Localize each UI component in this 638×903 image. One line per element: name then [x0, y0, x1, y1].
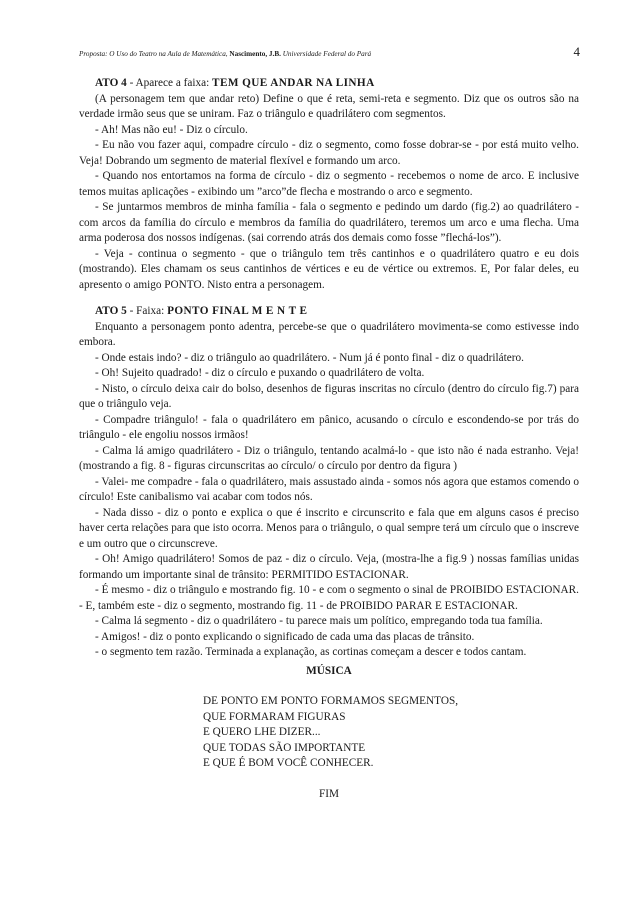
act-5-paragraph: - Onde estais indo? - diz o triângulo ao quadrilátero. - Num já é ponto final - diz o quadrilátero. [95, 351, 524, 364]
act-5-paragraph: - Oh! Amigo quadrilátero! Somos de paz - diz o círculo. Veja, (mostra-lhe a fig.9 ) nossas famílias unidas formando um importante sinal de trânsito: PERMITIDO ESTACIONAR. [79, 553, 579, 581]
act-5-paragraph: - Amigos! - diz o ponto explicando o significado de cada uma das placas de trânsito. [95, 630, 475, 643]
running-head-title: Proposta: O Uso do Teatro na Aula de Matemática, [79, 50, 228, 58]
page-header [79, 44, 580, 60]
song-line: QUE FORMARAM FIGURAS [203, 710, 346, 723]
act-5-paragraph: - Compadre triângulo! - fala o quadrilátero em pânico, acusando o círculo e escondendo-se por trás do triângulo - ele engoliu nossos irmãos! [79, 413, 579, 441]
act-5-label: ATO 5 [95, 305, 127, 317]
song-line: QUE TODAS SÃO IMPORTANTE [203, 741, 366, 754]
act-4-paragraph: - Ah! Mas não eu! - Diz o círculo. [95, 123, 248, 136]
music-title: MÚSICA [306, 664, 352, 677]
act-4-heading [79, 76, 579, 92]
act-5-paragraph: - Valei- me compadre - fala o quadrilátero, mais assustado ainda - somos nós agora que estamos comendo o círculo! Este canibalismo vai acabar com todos nós. [79, 475, 579, 503]
document-body [79, 76, 579, 802]
page-number: 4 [573, 44, 580, 59]
act-4-paragraph: (A personagem tem que andar reto) Define o que é reta, semi-reta e segmento. Diz que os outros são na verdade irmão seus que se uniram. Faz o triângulo e quadrilátero com segmentos. [79, 92, 579, 120]
song-line: DE PONTO EM PONTO FORMAMOS SEGMENTOS, [203, 695, 459, 707]
end-marker: FIM [318, 787, 339, 800]
act-4-intro: - Aparece a faixa: [126, 77, 213, 89]
act-5-intro: - Faixa: [126, 305, 168, 317]
song-line: E QUE É BOM VOCÊ CONHECER. [203, 757, 374, 769]
running-head-author: Nascimento, J.B. [229, 50, 281, 58]
act-4-paragraph: - Se juntarmos membros de minha família - fala o segmento e pedindo um dardo (fig.2) ao quadrilátero - com arcos da família do círculo e membros da família do quadrilátero, teremos um arco e uma flecha. Uma arma poderosa dos nossos indígenas. (sai correndo atrás dos demais como fosse ”flechá-los”). [79, 201, 579, 244]
act-5-paragraph: - Nisto, o círculo deixa cair do bolso, desenhos de figuras inscritas no círculo (dentro do círculo fig.7) para que o triângulo veja. [79, 382, 579, 410]
act-4-label: ATO 4 [95, 77, 127, 89]
act-5-paragraph: - o segmento tem razão. Terminada a explanação, as cortinas começam a descer e todos cantam. [95, 646, 527, 658]
act-4-paragraph: - Eu não vou fazer aqui, compadre círculo - diz o segmento, como fosse dobrar-se - por está muito velho. Veja! Dobrando um segmento de material flexível e formando um arco. [79, 139, 579, 167]
act-5-paragraph: - Nada disso - diz o ponto e explica o que é inscrito e circunscrito e fala que em alguns casos é preciso haver certa relações para que isto ocorra. Menos para o triângulo, o qual sempre terá um círculo que o inscreve e um outro que o circunscreve. [79, 506, 579, 550]
song-line: E QUERO LHE DIZER... [203, 726, 321, 738]
song-lyrics [203, 694, 579, 772]
running-head [79, 50, 371, 58]
act-5-banner: PONTO FINAL M E N T E [167, 305, 308, 317]
act-4-paragraph: - Veja - continua o segmento - que o triângulo tem três cantinhos e o quadrilátero quatro e eu dois (mostrando). Eles chamam os seus cantinhos de vértices e eu de vértice ou extremos. E, Por falar deles, eu apresento o amigo PONTO. Nisto entra a personagem. [79, 247, 579, 291]
act-5-heading [79, 304, 579, 320]
act-5-paragraph: - Calma lá segmento - diz o quadrilátero - tu parece mais um político, empregando toda tua família. [95, 615, 543, 627]
act-5-paragraph: - É mesmo - diz o triângulo e mostrando fig. 10 - e com o segmento o sinal de PROIBIDO ESTACIONAR. - E, também este - diz o segmento, mostrando fig. 11 - de PROIBIDO PARAR E ESTACIONAR. [79, 584, 579, 612]
act-4-paragraph: - Quando nos entortamos na forma de círculo - diz o segmento - recebemos o nome de arco. E inclusive temos muitas aplicações - exibindo um ”arco”de flecha e mostrando o arco e segmento. [79, 170, 579, 198]
act-4-banner: TEM QUE ANDAR NA LINHA [212, 77, 375, 89]
act-5-paragraph: - Calma lá amigo quadrilátero - Diz o triângulo, tentando acalmá-lo - que isto não é nada estranho. Veja! (mostrando a fig. 8 - figuras circunscritas ao círculo/ o círculo por dentro da figura ) [79, 444, 579, 472]
running-head-university: Universidade Federal do Pará [282, 50, 372, 58]
act-5-paragraph: Enquanto a personagem ponto adentra, percebe-se que o quadrilátero movimenta-se como estivesse indo embora. [79, 320, 579, 348]
act-5-paragraph: - Oh! Sujeito quadrado! - diz o círculo e puxando o quadrilátero de volta. [95, 367, 425, 379]
